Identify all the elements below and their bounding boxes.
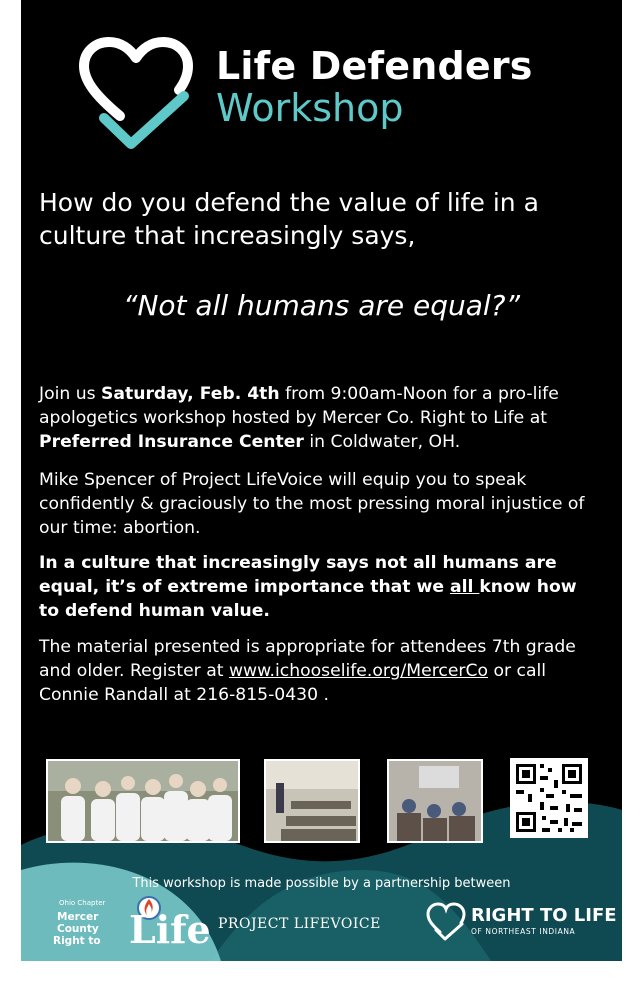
classroom-photo-1 [264, 759, 360, 843]
group-photo [46, 759, 240, 843]
registration-link[interactable]: www.ichooselife.org/MercerCo [228, 661, 489, 681]
event-details: Join us Saturday, Feb. 4th from 9:00am-Noon for a pro-life apologetics workshop hosted by Mercer Co. Right to Life at Preferred Insurance Center in Coldwater, OH. [39, 384, 559, 452]
project-lifevoice-logo: PROJECT LIFEVOICE [218, 916, 381, 932]
importance-statement: In a culture that increasingly says not all humans are equal, it’s of extreme importance that we all know how to defend human value. [39, 553, 577, 621]
rtl-northeast-indiana-logo: RIGHT TO LIFE OF NORTHEAST INDIANA [426, 900, 606, 945]
qr-code-icon[interactable] [510, 758, 588, 838]
mercer-county-rtl-logo: Ohio Chapter Mercer County Right to Life [49, 897, 179, 952]
heart-check-icon [426, 902, 466, 942]
speaker-description: Mike Spencer of Project LifeVoice will equip you to speak confidently & graciously to the most pressing moral injustice of our time: abortion. [39, 470, 585, 538]
quote: “Not all humans are equal?” [122, 289, 521, 322]
registration-info: The material presented is appropriate for attendees 7th grade and older. Register at www.ichooselife.org/MercerCo or call Connie Randall at 216-815-0430 . [39, 637, 576, 705]
intro-question: How do you defend the value of life in a culture that increasingly says, [39, 188, 539, 250]
classroom-photo-2 [387, 759, 483, 843]
workshop-title: Life Defenders [216, 44, 533, 88]
flyer [21, 0, 622, 961]
heart-check-icon [76, 36, 201, 151]
workshop-subtitle: Workshop [216, 86, 404, 130]
partnership-note: This workshop is made possible by a partnership between [132, 876, 511, 891]
